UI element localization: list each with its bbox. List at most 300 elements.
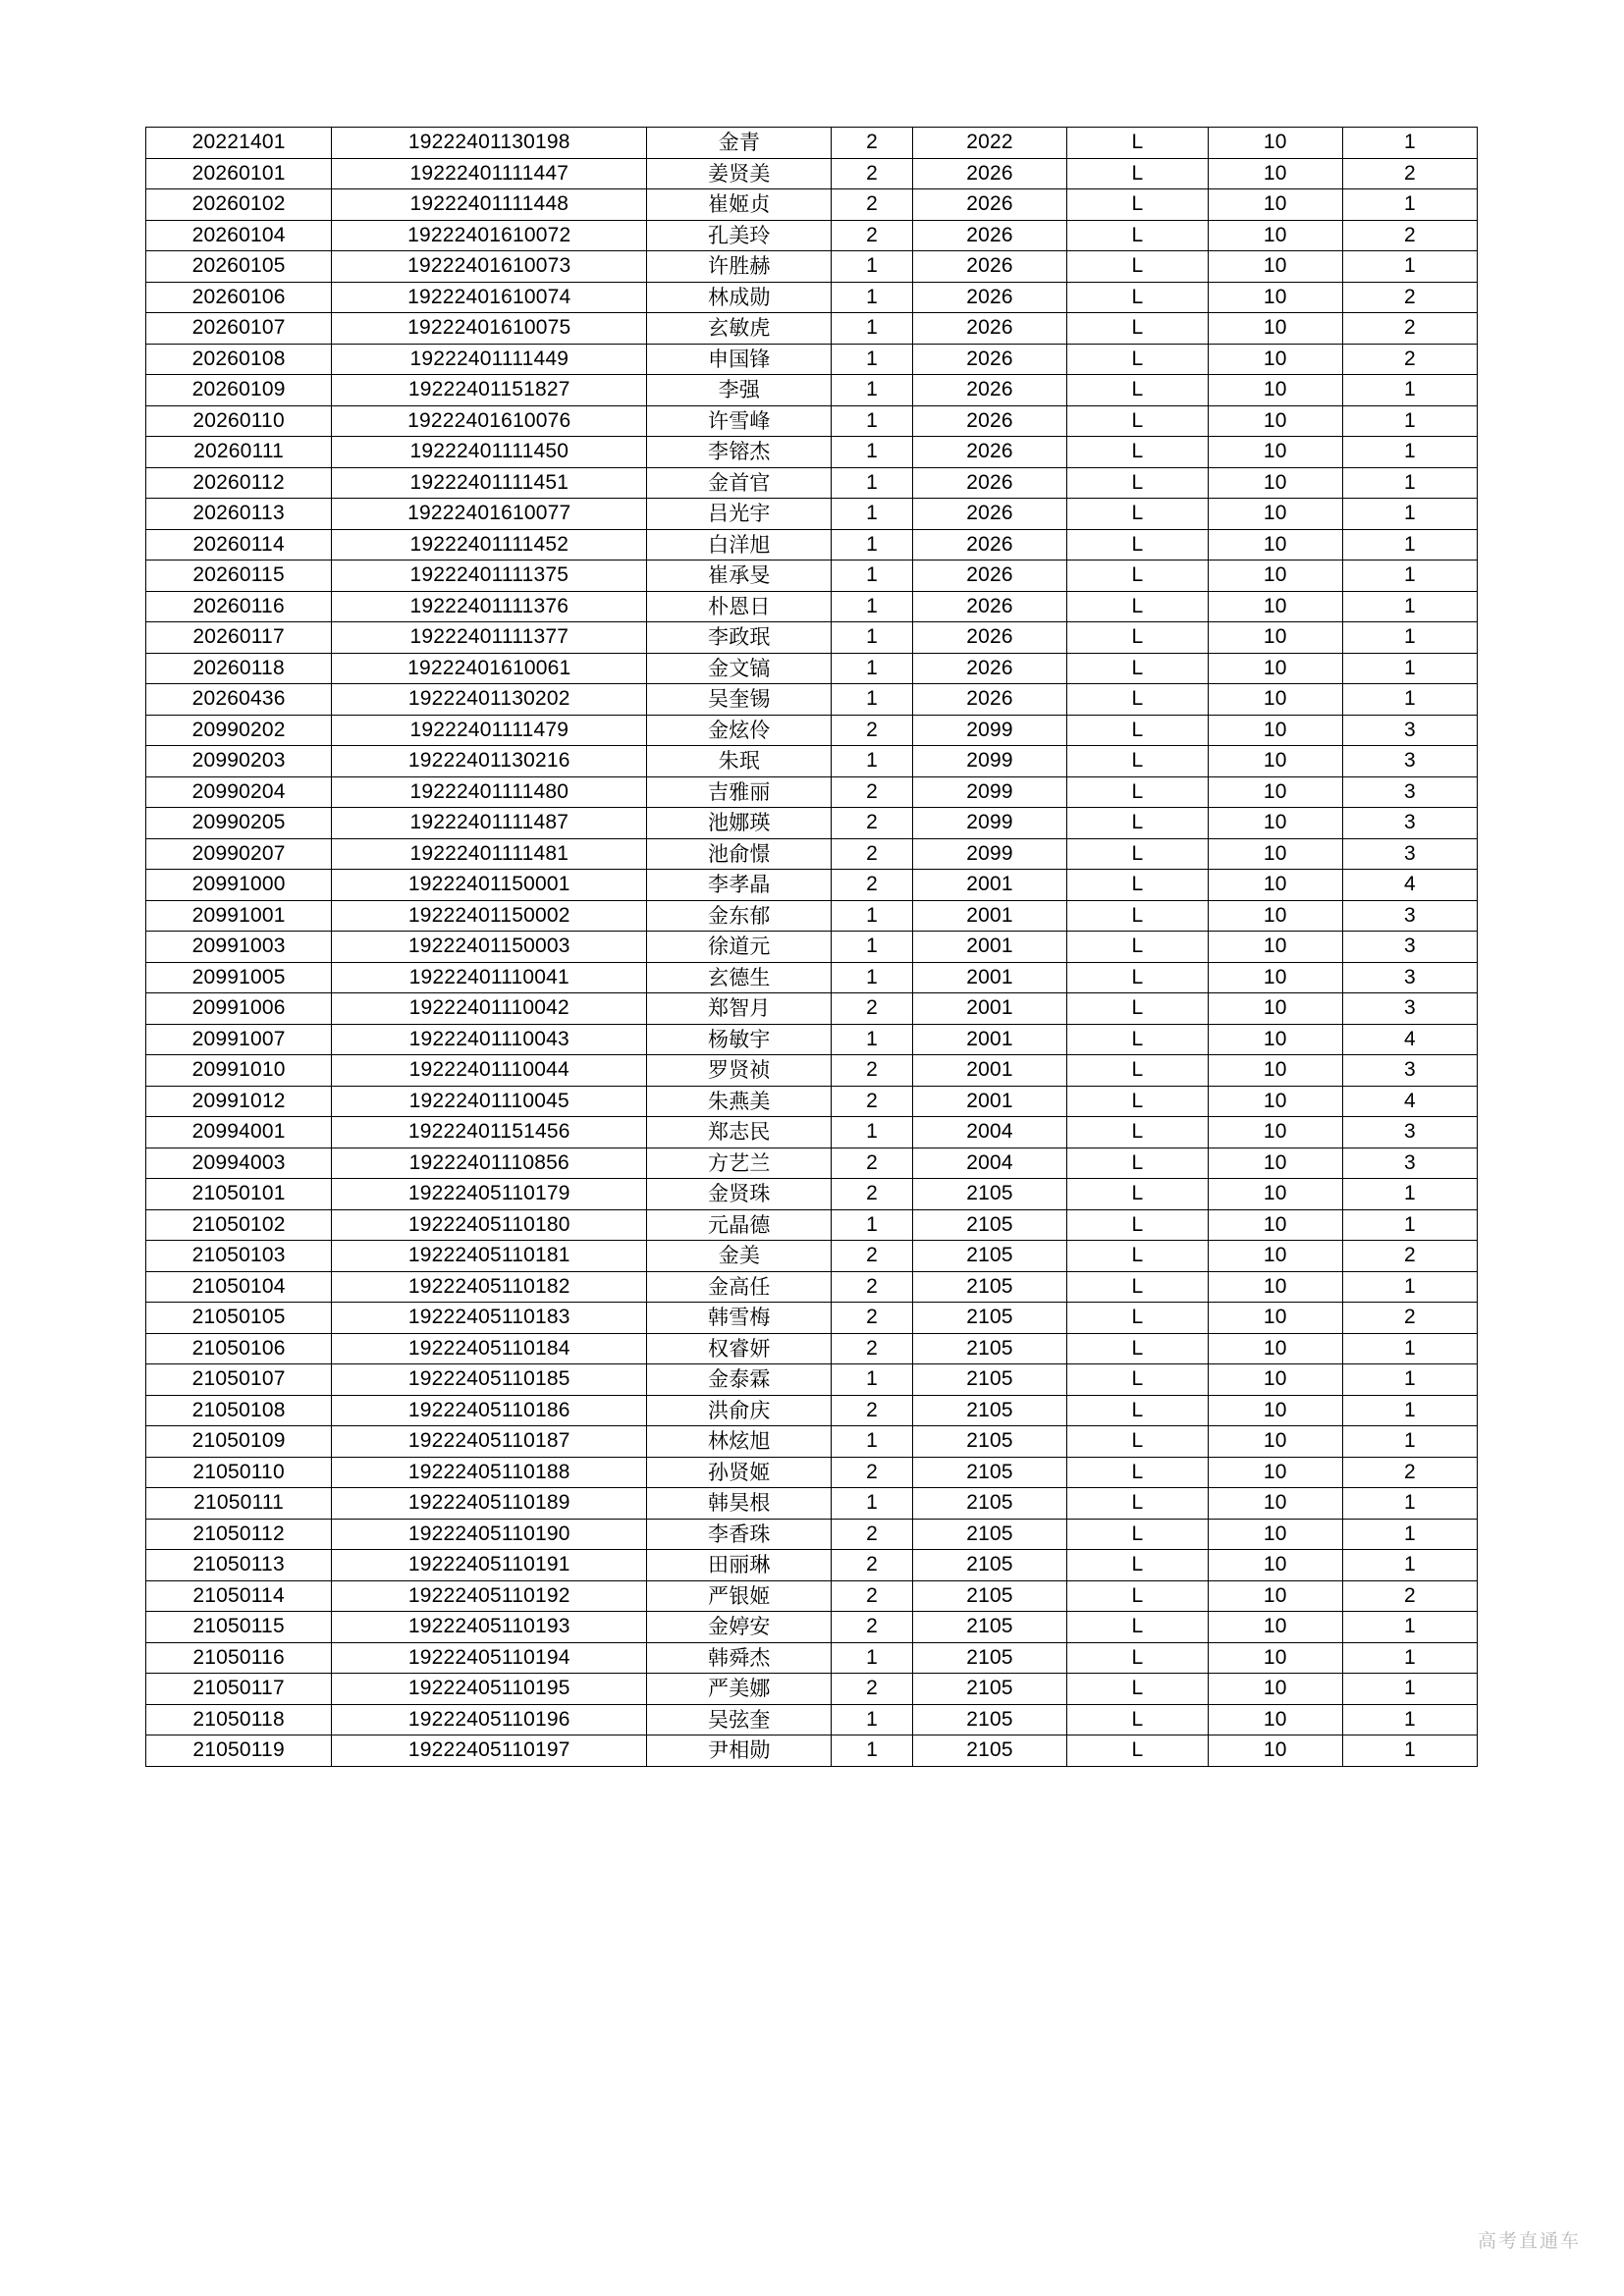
cell-track-letter: L [1067,529,1208,561]
cell-program-code: 2022 [912,128,1066,159]
cell-gender-code: 1 [832,251,913,283]
cell-program-code: 2105 [912,1550,1066,1581]
cell-exam-number: 19222401130202 [332,684,647,716]
cell-score-value: 10 [1208,1024,1342,1055]
cell-student-name: 李孝晶 [647,870,832,901]
cell-track-letter: L [1067,1303,1208,1334]
cell-program-code: 2026 [912,684,1066,716]
cell-class-code: 20260115 [146,561,332,592]
cell-rank-value: 1 [1342,499,1477,530]
cell-program-code: 2099 [912,746,1066,777]
cell-track-letter: L [1067,405,1208,437]
cell-score-value: 10 [1208,1271,1342,1303]
cell-program-code: 2026 [912,499,1066,530]
cell-rank-value: 2 [1342,344,1477,375]
cell-track-letter: L [1067,591,1208,622]
cell-track-letter: L [1067,715,1208,746]
cell-rank-value: 3 [1342,962,1477,993]
cell-program-code: 2026 [912,313,1066,345]
cell-gender-code: 2 [832,808,913,839]
cell-student-name: 韩雪梅 [647,1303,832,1334]
cell-exam-number: 19222405110190 [332,1519,647,1550]
cell-student-name: 元晶德 [647,1209,832,1241]
table-row [146,1642,1478,1674]
cell-student-name: 玄德生 [647,962,832,993]
cell-exam-number: 19222401111375 [332,561,647,592]
cell-class-code: 20260117 [146,622,332,654]
cell-rank-value: 3 [1342,932,1477,963]
cell-track-letter: L [1067,437,1208,468]
cell-gender-code: 1 [832,1488,913,1520]
cell-rank-value: 2 [1342,1457,1477,1488]
cell-score-value: 10 [1208,653,1342,684]
cell-class-code: 21050114 [146,1580,332,1612]
cell-track-letter: L [1067,932,1208,963]
cell-track-letter: L [1067,1209,1208,1241]
cell-track-letter: L [1067,653,1208,684]
cell-score-value: 10 [1208,870,1342,901]
cell-track-letter: L [1067,622,1208,654]
cell-track-letter: L [1067,1364,1208,1396]
cell-class-code: 20994001 [146,1117,332,1148]
cell-exam-number: 19222405110182 [332,1271,647,1303]
table-row [146,1241,1478,1272]
table-row [146,282,1478,313]
cell-track-letter: L [1067,838,1208,870]
cell-track-letter: L [1067,993,1208,1025]
cell-gender-code: 1 [832,375,913,406]
table-row [146,838,1478,870]
cell-rank-value: 1 [1342,684,1477,716]
cell-rank-value: 1 [1342,128,1477,159]
cell-gender-code: 2 [832,1395,913,1426]
cell-exam-number: 19222401130216 [332,746,647,777]
cell-program-code: 2026 [912,405,1066,437]
table-row [146,405,1478,437]
cell-class-code: 21050116 [146,1642,332,1674]
table-row [146,653,1478,684]
cell-class-code: 21050106 [146,1333,332,1364]
cell-program-code: 2026 [912,282,1066,313]
cell-program-code: 2105 [912,1735,1066,1767]
cell-score-value: 10 [1208,405,1342,437]
cell-gender-code: 2 [832,1086,913,1117]
cell-rank-value: 4 [1342,870,1477,901]
cell-exam-number: 19222401111376 [332,591,647,622]
cell-score-value: 10 [1208,715,1342,746]
cell-student-name: 洪俞庆 [647,1395,832,1426]
cell-program-code: 2026 [912,437,1066,468]
cell-gender-code: 1 [832,1704,913,1735]
cell-gender-code: 2 [832,1612,913,1643]
cell-gender-code: 2 [832,128,913,159]
cell-program-code: 2105 [912,1303,1066,1334]
cell-gender-code: 1 [832,529,913,561]
cell-program-code: 2026 [912,561,1066,592]
cell-exam-number: 19222401110856 [332,1148,647,1179]
cell-exam-number: 19222405110185 [332,1364,647,1396]
cell-student-name: 金青 [647,128,832,159]
cell-score-value: 10 [1208,1519,1342,1550]
cell-exam-number: 19222401111377 [332,622,647,654]
cell-rank-value: 1 [1342,1519,1477,1550]
cell-class-code: 20260108 [146,344,332,375]
cell-student-name: 金东郁 [647,900,832,932]
cell-track-letter: L [1067,1395,1208,1426]
table-row [146,251,1478,283]
table-row [146,529,1478,561]
cell-score-value: 10 [1208,251,1342,283]
table-row [146,808,1478,839]
cell-score-value: 10 [1208,220,1342,251]
table-row [146,1704,1478,1735]
cell-score-value: 10 [1208,1735,1342,1767]
cell-class-code: 21050113 [146,1550,332,1581]
cell-student-name: 申国锋 [647,344,832,375]
table-row [146,1550,1478,1581]
cell-exam-number: 19222405110192 [332,1580,647,1612]
cell-student-name: 金高任 [647,1271,832,1303]
cell-exam-number: 19222405110186 [332,1395,647,1426]
cell-class-code: 20260106 [146,282,332,313]
cell-program-code: 2105 [912,1426,1066,1458]
cell-rank-value: 2 [1342,282,1477,313]
cell-gender-code: 1 [832,1024,913,1055]
cell-exam-number: 19222401111451 [332,467,647,499]
cell-exam-number: 19222401111450 [332,437,647,468]
cell-program-code: 2105 [912,1674,1066,1705]
cell-track-letter: L [1067,251,1208,283]
cell-class-code: 20990204 [146,776,332,808]
cell-program-code: 2099 [912,715,1066,746]
cell-exam-number: 19222405110180 [332,1209,647,1241]
cell-exam-number: 19222401610073 [332,251,647,283]
cell-student-name: 崔姬贞 [647,189,832,221]
cell-gender-code: 1 [832,467,913,499]
table-row [146,1086,1478,1117]
cell-track-letter: L [1067,776,1208,808]
cell-track-letter: L [1067,128,1208,159]
cell-gender-code: 1 [832,653,913,684]
cell-class-code: 20991010 [146,1055,332,1087]
cell-program-code: 2004 [912,1148,1066,1179]
cell-score-value: 10 [1208,838,1342,870]
cell-class-code: 20990207 [146,838,332,870]
cell-student-name: 许雪峰 [647,405,832,437]
cell-exam-number: 19222405110183 [332,1303,647,1334]
cell-score-value: 10 [1208,993,1342,1025]
cell-class-code: 20260118 [146,653,332,684]
cell-rank-value: 3 [1342,1148,1477,1179]
cell-class-code: 20260105 [146,251,332,283]
cell-track-letter: L [1067,808,1208,839]
cell-rank-value: 2 [1342,220,1477,251]
cell-program-code: 2099 [912,776,1066,808]
cell-exam-number: 19222401110041 [332,962,647,993]
cell-gender-code: 1 [832,1209,913,1241]
cell-gender-code: 1 [832,932,913,963]
table-row [146,1333,1478,1364]
cell-student-name: 吴奎锡 [647,684,832,716]
cell-program-code: 2001 [912,1024,1066,1055]
cell-rank-value: 1 [1342,1179,1477,1210]
table-row [146,499,1478,530]
cell-program-code: 2026 [912,375,1066,406]
table-row [146,1488,1478,1520]
cell-exam-number: 19222405110188 [332,1457,647,1488]
cell-track-letter: L [1067,313,1208,345]
cell-student-name: 孔美玲 [647,220,832,251]
cell-score-value: 10 [1208,1426,1342,1458]
table-row [146,1271,1478,1303]
cell-score-value: 10 [1208,1209,1342,1241]
cell-rank-value: 1 [1342,1642,1477,1674]
roster-table-body [146,128,1478,1767]
cell-rank-value: 1 [1342,1704,1477,1735]
cell-class-code: 21050118 [146,1704,332,1735]
cell-track-letter: L [1067,1550,1208,1581]
cell-student-name: 池娜瑛 [647,808,832,839]
cell-student-name: 姜贤美 [647,158,832,189]
cell-gender-code: 1 [832,1642,913,1674]
cell-gender-code: 1 [832,1117,913,1148]
cell-track-letter: L [1067,1735,1208,1767]
cell-program-code: 2026 [912,529,1066,561]
cell-rank-value: 2 [1342,158,1477,189]
cell-score-value: 10 [1208,158,1342,189]
cell-class-code: 21050119 [146,1735,332,1767]
cell-student-name: 田丽琳 [647,1550,832,1581]
cell-exam-number: 19222401111452 [332,529,647,561]
table-row [146,870,1478,901]
cell-program-code: 2026 [912,251,1066,283]
table-row [146,1735,1478,1767]
cell-class-code: 20260436 [146,684,332,716]
cell-score-value: 10 [1208,622,1342,654]
cell-score-value: 10 [1208,1055,1342,1087]
cell-class-code: 21050112 [146,1519,332,1550]
cell-track-letter: L [1067,375,1208,406]
cell-score-value: 10 [1208,808,1342,839]
cell-program-code: 2026 [912,591,1066,622]
cell-rank-value: 3 [1342,838,1477,870]
cell-score-value: 10 [1208,1642,1342,1674]
cell-gender-code: 1 [832,900,913,932]
cell-student-name: 方艺兰 [647,1148,832,1179]
cell-class-code: 20260111 [146,437,332,468]
cell-program-code: 2105 [912,1642,1066,1674]
cell-exam-number: 19222401110044 [332,1055,647,1087]
cell-program-code: 2105 [912,1580,1066,1612]
watermark-label: 高考直通车 [1477,2230,1581,2252]
cell-gender-code: 1 [832,1426,913,1458]
cell-score-value: 10 [1208,1364,1342,1396]
cell-class-code: 21050109 [146,1426,332,1458]
cell-student-name: 严银姬 [647,1580,832,1612]
table-row [146,684,1478,716]
cell-rank-value: 1 [1342,1488,1477,1520]
cell-student-name: 严美娜 [647,1674,832,1705]
cell-exam-number: 19222401111447 [332,158,647,189]
cell-student-name: 崔承旻 [647,561,832,592]
cell-score-value: 10 [1208,344,1342,375]
cell-class-code: 20990205 [146,808,332,839]
cell-gender-code: 2 [832,1457,913,1488]
cell-gender-code: 1 [832,622,913,654]
cell-student-name: 林炫旭 [647,1426,832,1458]
table-row [146,776,1478,808]
cell-score-value: 10 [1208,591,1342,622]
cell-student-name: 孙贤姬 [647,1457,832,1488]
cell-student-name: 金文镐 [647,653,832,684]
cell-track-letter: L [1067,1612,1208,1643]
cell-gender-code: 2 [832,870,913,901]
cell-class-code: 20260104 [146,220,332,251]
cell-rank-value: 1 [1342,1209,1477,1241]
cell-track-letter: L [1067,962,1208,993]
cell-student-name: 林成勋 [647,282,832,313]
cell-student-name: 郑志民 [647,1117,832,1148]
cell-track-letter: L [1067,1426,1208,1458]
table-row [146,1674,1478,1705]
cell-score-value: 10 [1208,1117,1342,1148]
cell-class-code: 20260107 [146,313,332,345]
cell-program-code: 2105 [912,1364,1066,1396]
cell-rank-value: 1 [1342,1550,1477,1581]
cell-program-code: 2105 [912,1488,1066,1520]
cell-class-code: 20260116 [146,591,332,622]
cell-student-name: 池俞憬 [647,838,832,870]
cell-rank-value: 4 [1342,1024,1477,1055]
cell-program-code: 2004 [912,1117,1066,1148]
cell-exam-number: 19222401610077 [332,499,647,530]
cell-track-letter: L [1067,220,1208,251]
cell-student-name: 尹相勋 [647,1735,832,1767]
cell-gender-code: 2 [832,1271,913,1303]
cell-score-value: 10 [1208,1580,1342,1612]
table-row [146,220,1478,251]
table-row [146,1148,1478,1179]
cell-score-value: 10 [1208,1612,1342,1643]
cell-class-code: 20260109 [146,375,332,406]
cell-track-letter: L [1067,1333,1208,1364]
cell-score-value: 10 [1208,467,1342,499]
cell-track-letter: L [1067,499,1208,530]
table-row [146,1024,1478,1055]
cell-exam-number: 19222401110043 [332,1024,647,1055]
cell-gender-code: 2 [832,1241,913,1272]
table-row [146,189,1478,221]
cell-class-code: 20991005 [146,962,332,993]
cell-program-code: 2001 [912,1055,1066,1087]
cell-track-letter: L [1067,1024,1208,1055]
cell-student-name: 吉雅丽 [647,776,832,808]
cell-gender-code: 1 [832,499,913,530]
cell-exam-number: 19222401151827 [332,375,647,406]
cell-program-code: 2099 [912,808,1066,839]
cell-student-name: 金泰霖 [647,1364,832,1396]
table-row [146,1395,1478,1426]
table-row [146,375,1478,406]
table-row [146,746,1478,777]
cell-exam-number: 19222405110194 [332,1642,647,1674]
cell-rank-value: 1 [1342,405,1477,437]
table-row [146,344,1478,375]
cell-score-value: 10 [1208,1704,1342,1735]
cell-exam-number: 19222401610075 [332,313,647,345]
cell-program-code: 2026 [912,189,1066,221]
table-row [146,591,1478,622]
cell-track-letter: L [1067,1117,1208,1148]
cell-score-value: 10 [1208,499,1342,530]
cell-gender-code: 2 [832,1550,913,1581]
cell-rank-value: 2 [1342,313,1477,345]
cell-gender-code: 1 [832,313,913,345]
cell-rank-value: 1 [1342,251,1477,283]
table-row [146,1055,1478,1087]
cell-exam-number: 19222401150001 [332,870,647,901]
cell-student-name: 徐道元 [647,932,832,963]
cell-track-letter: L [1067,189,1208,221]
cell-exam-number: 19222401610061 [332,653,647,684]
cell-class-code: 20221401 [146,128,332,159]
cell-program-code: 2105 [912,1241,1066,1272]
cell-exam-number: 19222405110196 [332,1704,647,1735]
cell-gender-code: 1 [832,282,913,313]
cell-exam-number: 19222401111448 [332,189,647,221]
cell-score-value: 10 [1208,1333,1342,1364]
cell-class-code: 21050110 [146,1457,332,1488]
table-row [146,1580,1478,1612]
cell-program-code: 2001 [912,900,1066,932]
cell-student-name: 许胜赫 [647,251,832,283]
cell-student-name: 金炫伶 [647,715,832,746]
cell-rank-value: 2 [1342,1303,1477,1334]
table-row [146,1364,1478,1396]
cell-class-code: 20260114 [146,529,332,561]
cell-student-name: 韩昊根 [647,1488,832,1520]
cell-class-code: 20990202 [146,715,332,746]
table-row [146,158,1478,189]
cell-student-name: 罗贤祯 [647,1055,832,1087]
cell-rank-value: 1 [1342,189,1477,221]
cell-score-value: 10 [1208,962,1342,993]
cell-score-value: 10 [1208,1179,1342,1210]
student-roster-table [145,127,1478,1767]
cell-program-code: 2001 [912,1086,1066,1117]
cell-student-name: 朱珉 [647,746,832,777]
table-row [146,437,1478,468]
cell-gender-code: 2 [832,220,913,251]
table-row [146,993,1478,1025]
cell-program-code: 2099 [912,838,1066,870]
cell-score-value: 10 [1208,900,1342,932]
table-row [146,128,1478,159]
cell-student-name: 李镕杰 [647,437,832,468]
table-row [146,1179,1478,1210]
cell-class-code: 20991000 [146,870,332,901]
cell-exam-number: 19222401151456 [332,1117,647,1148]
cell-class-code: 20991012 [146,1086,332,1117]
cell-exam-number: 19222401111449 [332,344,647,375]
cell-student-name: 权睿妍 [647,1333,832,1364]
cell-rank-value: 1 [1342,467,1477,499]
cell-student-name: 吕光宇 [647,499,832,530]
cell-track-letter: L [1067,1271,1208,1303]
cell-track-letter: L [1067,344,1208,375]
cell-track-letter: L [1067,1704,1208,1735]
cell-class-code: 20991001 [146,900,332,932]
